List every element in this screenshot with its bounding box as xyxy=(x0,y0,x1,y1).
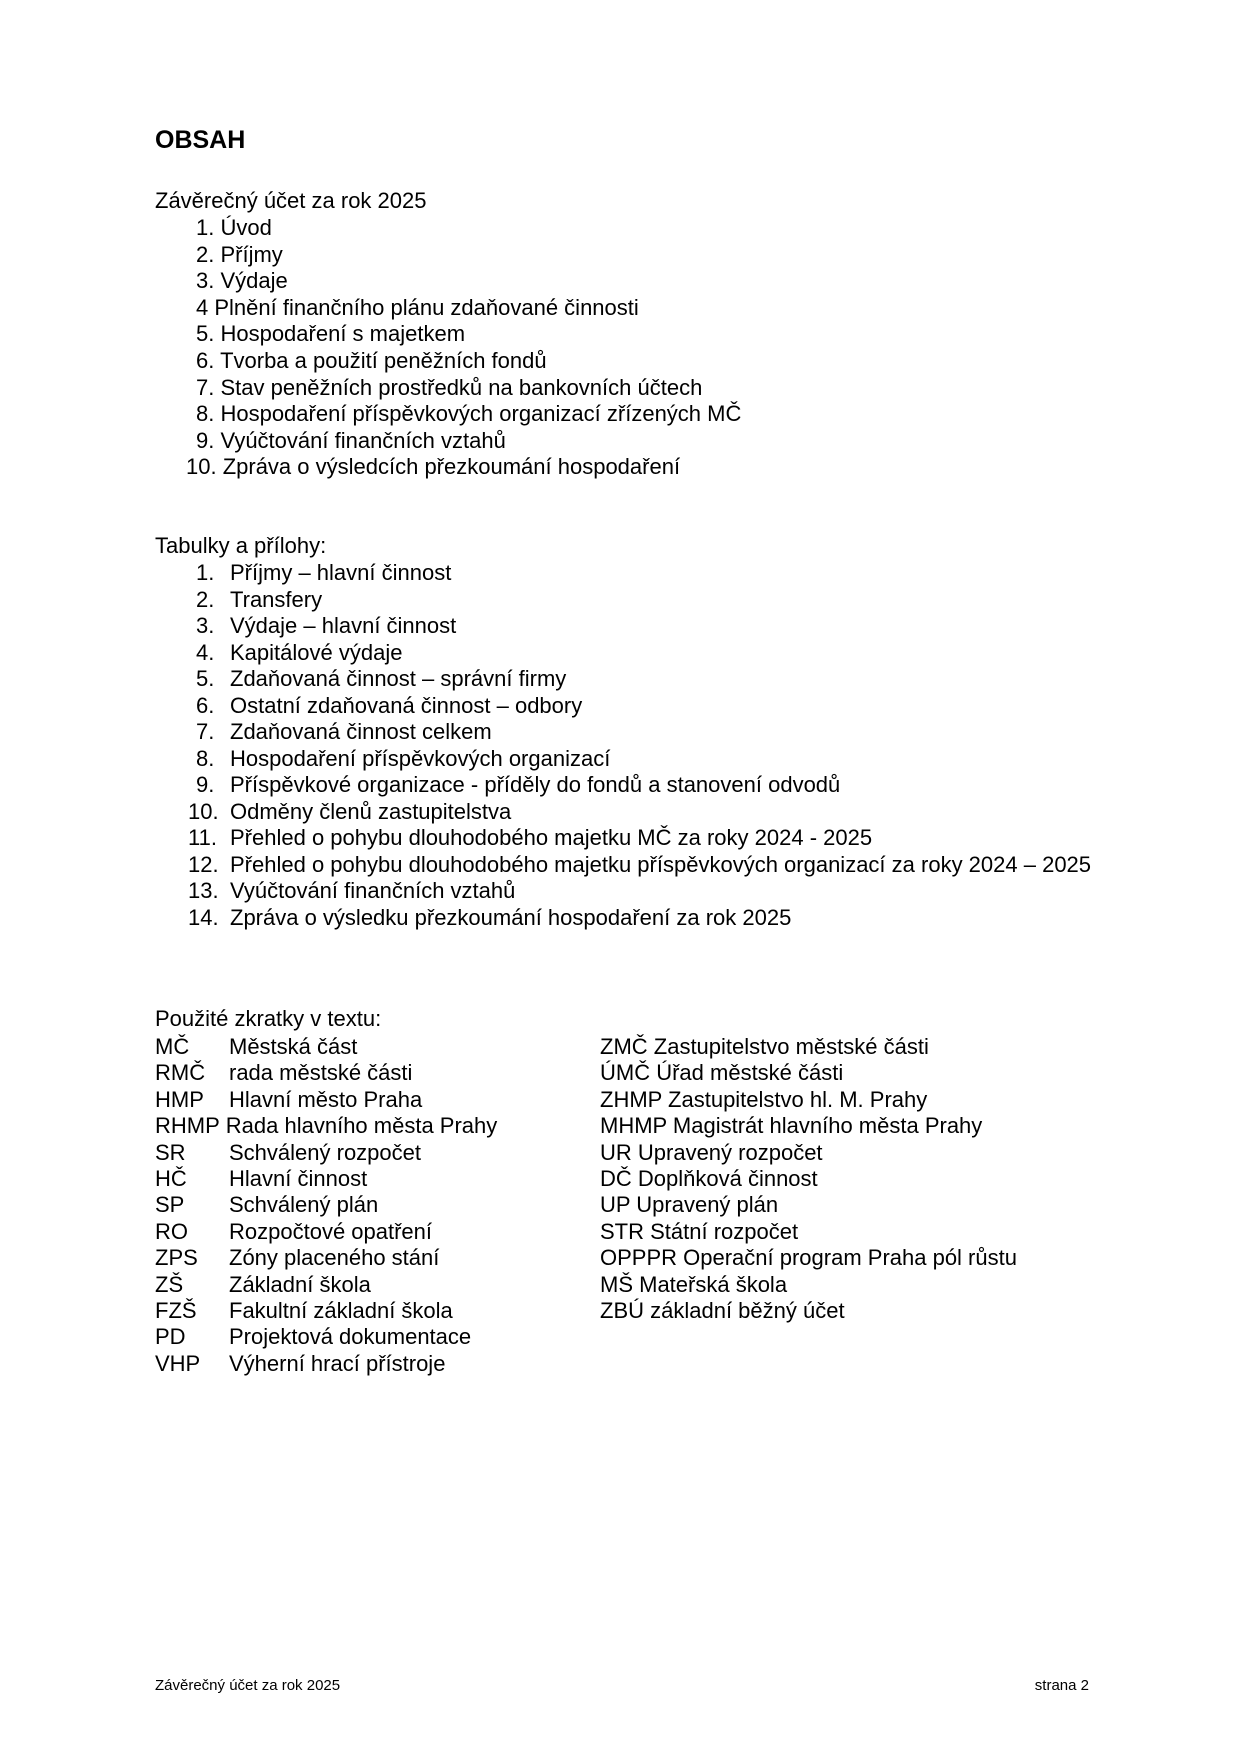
toc-item: 1. Úvod xyxy=(196,215,272,240)
appendix-number: 9. xyxy=(196,772,215,797)
abbreviation-row xyxy=(155,1192,497,1218)
toc-item: 2. Příjmy xyxy=(196,241,283,267)
abbreviation-code: SR xyxy=(155,1139,186,1165)
appendix-number: 3. xyxy=(196,613,215,638)
toc-item: 10. Zpráva o výsledcích přezkoumání hospodaření xyxy=(186,454,681,480)
appendix-text: Zpráva o výsledku přezkoumání hospodaření za rok 2025 xyxy=(230,904,792,930)
abbreviation-row: ZMČ Zastupitelstvo městské části xyxy=(600,1034,929,1059)
abbreviation-code: PD xyxy=(155,1324,186,1350)
abbreviation-row: OPPPR Operační program Praha pól růstu xyxy=(600,1245,1017,1271)
abbreviation-row xyxy=(155,1219,497,1245)
appendix-item xyxy=(196,587,1106,614)
appendix-item xyxy=(196,772,1106,799)
appendix-number: 8. xyxy=(196,745,215,771)
abbreviation-row: ZHMP Zastupitelstvo hl. M. Prahy xyxy=(600,1086,928,1112)
appendix-text: Odměny členů zastupitelstva xyxy=(230,798,512,824)
abbreviation-code: HMP xyxy=(155,1086,204,1112)
appendix-text: Kapitálové výdaje xyxy=(230,639,403,665)
abbreviation-code: ZŠ xyxy=(155,1271,184,1297)
footer-page-number: strana 2 xyxy=(1034,1677,1089,1694)
abbreviation-row: STR Státní rozpočet xyxy=(600,1218,799,1244)
abbreviation-row: UP Upravený plán xyxy=(600,1192,779,1218)
appendices-title: Tabulky a přílohy: xyxy=(155,533,327,558)
abbreviation-row xyxy=(155,1272,497,1298)
abbreviation-row: MHMP Magistrát hlavního města Prahy xyxy=(600,1113,983,1139)
abbreviation-row xyxy=(155,1034,497,1060)
toc-list xyxy=(186,215,742,481)
abbreviation-row xyxy=(155,1113,497,1139)
appendix-text: Transfery xyxy=(230,586,323,612)
abbreviation-row xyxy=(155,1298,497,1324)
appendix-number: 1. xyxy=(196,560,215,585)
abbreviation-meaning: Hlavní činnost xyxy=(229,1165,368,1191)
abbreviation-meaning: Projektová dokumentace xyxy=(229,1324,472,1350)
appendix-text: Ostatní zdaňovaná činnost – odbory xyxy=(230,692,583,718)
abbreviation-code: FZŠ xyxy=(155,1297,197,1323)
appendix-text: Vyúčtování finančních vztahů xyxy=(230,878,516,903)
appendix-number: 7. xyxy=(196,719,215,744)
abbreviation-row xyxy=(155,1060,497,1086)
abbreviation-row xyxy=(155,1087,497,1113)
appendix-item xyxy=(188,798,1106,826)
abbreviation-meaning: Rada hlavního města Prahy xyxy=(225,1113,498,1139)
toc-item: 9. Vyúčtování finančních vztahů xyxy=(196,427,506,453)
abbreviation-code: RMČ xyxy=(155,1060,206,1086)
toc-title: Závěrečný účet za rok 2025 xyxy=(155,188,427,213)
abbreviation-row: UR Upravený rozpočet xyxy=(600,1139,823,1165)
abbreviation-code: RHMP xyxy=(155,1113,220,1139)
toc-item: 4 Plnění finančního plánu zdaňované činnosti xyxy=(196,294,639,320)
abbreviation-code: HČ xyxy=(155,1165,187,1191)
abbreviation-meaning: Schválený rozpočet xyxy=(229,1139,421,1165)
abbreviation-meaning: rada městské části xyxy=(229,1060,413,1086)
abbreviation-code: SP xyxy=(155,1192,185,1218)
appendix-item xyxy=(196,693,1106,720)
appendix-number: 11. xyxy=(188,825,217,850)
appendix-text: Výdaje – hlavní činnost xyxy=(230,613,457,638)
appendix-item xyxy=(196,666,1106,693)
abbreviation-code: MČ xyxy=(155,1034,190,1059)
appendix-text: Zdaňovaná činnost – správní firmy xyxy=(230,666,567,691)
abbreviation-row xyxy=(155,1245,497,1271)
abbreviation-meaning: Fakultní základní škola xyxy=(229,1297,453,1323)
appendix-item xyxy=(188,825,1106,852)
abbreviation-row xyxy=(155,1324,497,1350)
abbreviations-right-column xyxy=(600,1034,1017,1324)
abbreviation-code: RO xyxy=(155,1218,188,1244)
toc-item: 6. Tvorba a použití peněžních fondů xyxy=(196,347,547,373)
appendix-item xyxy=(188,904,1106,932)
abbreviation-code: ZPS xyxy=(155,1245,198,1271)
abbreviations-title: Použité zkratky v textu: xyxy=(155,1006,382,1031)
abbreviation-row xyxy=(155,1140,497,1166)
abbreviation-row: ZBÚ základní běžný účet xyxy=(600,1297,845,1323)
appendices-list xyxy=(188,560,1106,931)
abbreviation-meaning: Hlavní město Praha xyxy=(229,1086,423,1112)
toc-item: 5. Hospodaření s majetkem xyxy=(196,321,466,347)
appendix-number: 4. xyxy=(196,639,215,665)
abbreviation-code: VHP xyxy=(155,1350,201,1376)
appendix-item xyxy=(188,878,1106,905)
appendix-text: Příspěvkové organizace - příděly do fondů a stanovení odvodů xyxy=(230,772,841,797)
abbreviation-row: MŠ Mateřská škola xyxy=(600,1271,788,1297)
appendix-item xyxy=(196,613,1106,640)
appendix-item xyxy=(196,560,1106,587)
appendix-item xyxy=(196,719,1106,746)
appendix-number: 6. xyxy=(196,692,215,718)
appendix-number: 5. xyxy=(196,666,215,691)
appendix-item xyxy=(188,851,1106,879)
appendix-item xyxy=(196,746,1106,773)
abbreviation-row: ÚMČ Úřad městské části xyxy=(600,1060,844,1086)
page-heading: OBSAH xyxy=(155,126,246,154)
abbreviation-meaning: Městská část xyxy=(229,1034,358,1059)
abbreviation-row xyxy=(155,1166,497,1192)
appendix-number: 13. xyxy=(188,878,219,903)
appendix-text: Příjmy – hlavní činnost xyxy=(230,560,452,585)
appendix-text: Zdaňovaná činnost celkem xyxy=(230,719,492,744)
toc-item: 8. Hospodaření příspěvkových organizací zřízených MČ xyxy=(196,401,742,427)
abbreviation-meaning: Rozpočtové opatření xyxy=(229,1218,433,1244)
abbreviation-meaning: Zóny placeného stání xyxy=(229,1245,440,1271)
appendix-number: 14. xyxy=(188,904,219,930)
appendix-number: 2. xyxy=(196,586,215,612)
toc-item: 3. Výdaje xyxy=(196,268,288,294)
abbreviation-meaning: Základní škola xyxy=(229,1271,371,1297)
appendix-text: Přehled o pohybu dlouhodobého majetku MČ za roky 2024 - 2025 xyxy=(230,825,873,850)
appendix-number: 10. xyxy=(188,798,219,824)
appendix-number: 12. xyxy=(188,851,219,877)
appendix-text: Přehled o pohybu dlouhodobého majetku příspěvkových organizací za roky 2024 – 2025 xyxy=(230,851,1092,877)
abbreviation-row: DČ Doplňková činnost xyxy=(600,1165,818,1191)
abbreviations-left-column xyxy=(155,1034,497,1377)
abbreviation-meaning: Schválený plán xyxy=(229,1192,379,1218)
abbreviation-meaning: Výherní hrací přístroje xyxy=(229,1350,446,1376)
abbreviation-row xyxy=(155,1351,497,1377)
footer-document-title: Závěrečný účet za rok 2025 xyxy=(155,1677,341,1694)
appendix-text: Hospodaření příspěvkových organizací xyxy=(230,745,611,771)
toc-item: 7. Stav peněžních prostředků na bankovních účtech xyxy=(196,374,703,400)
appendix-item xyxy=(196,640,1106,667)
